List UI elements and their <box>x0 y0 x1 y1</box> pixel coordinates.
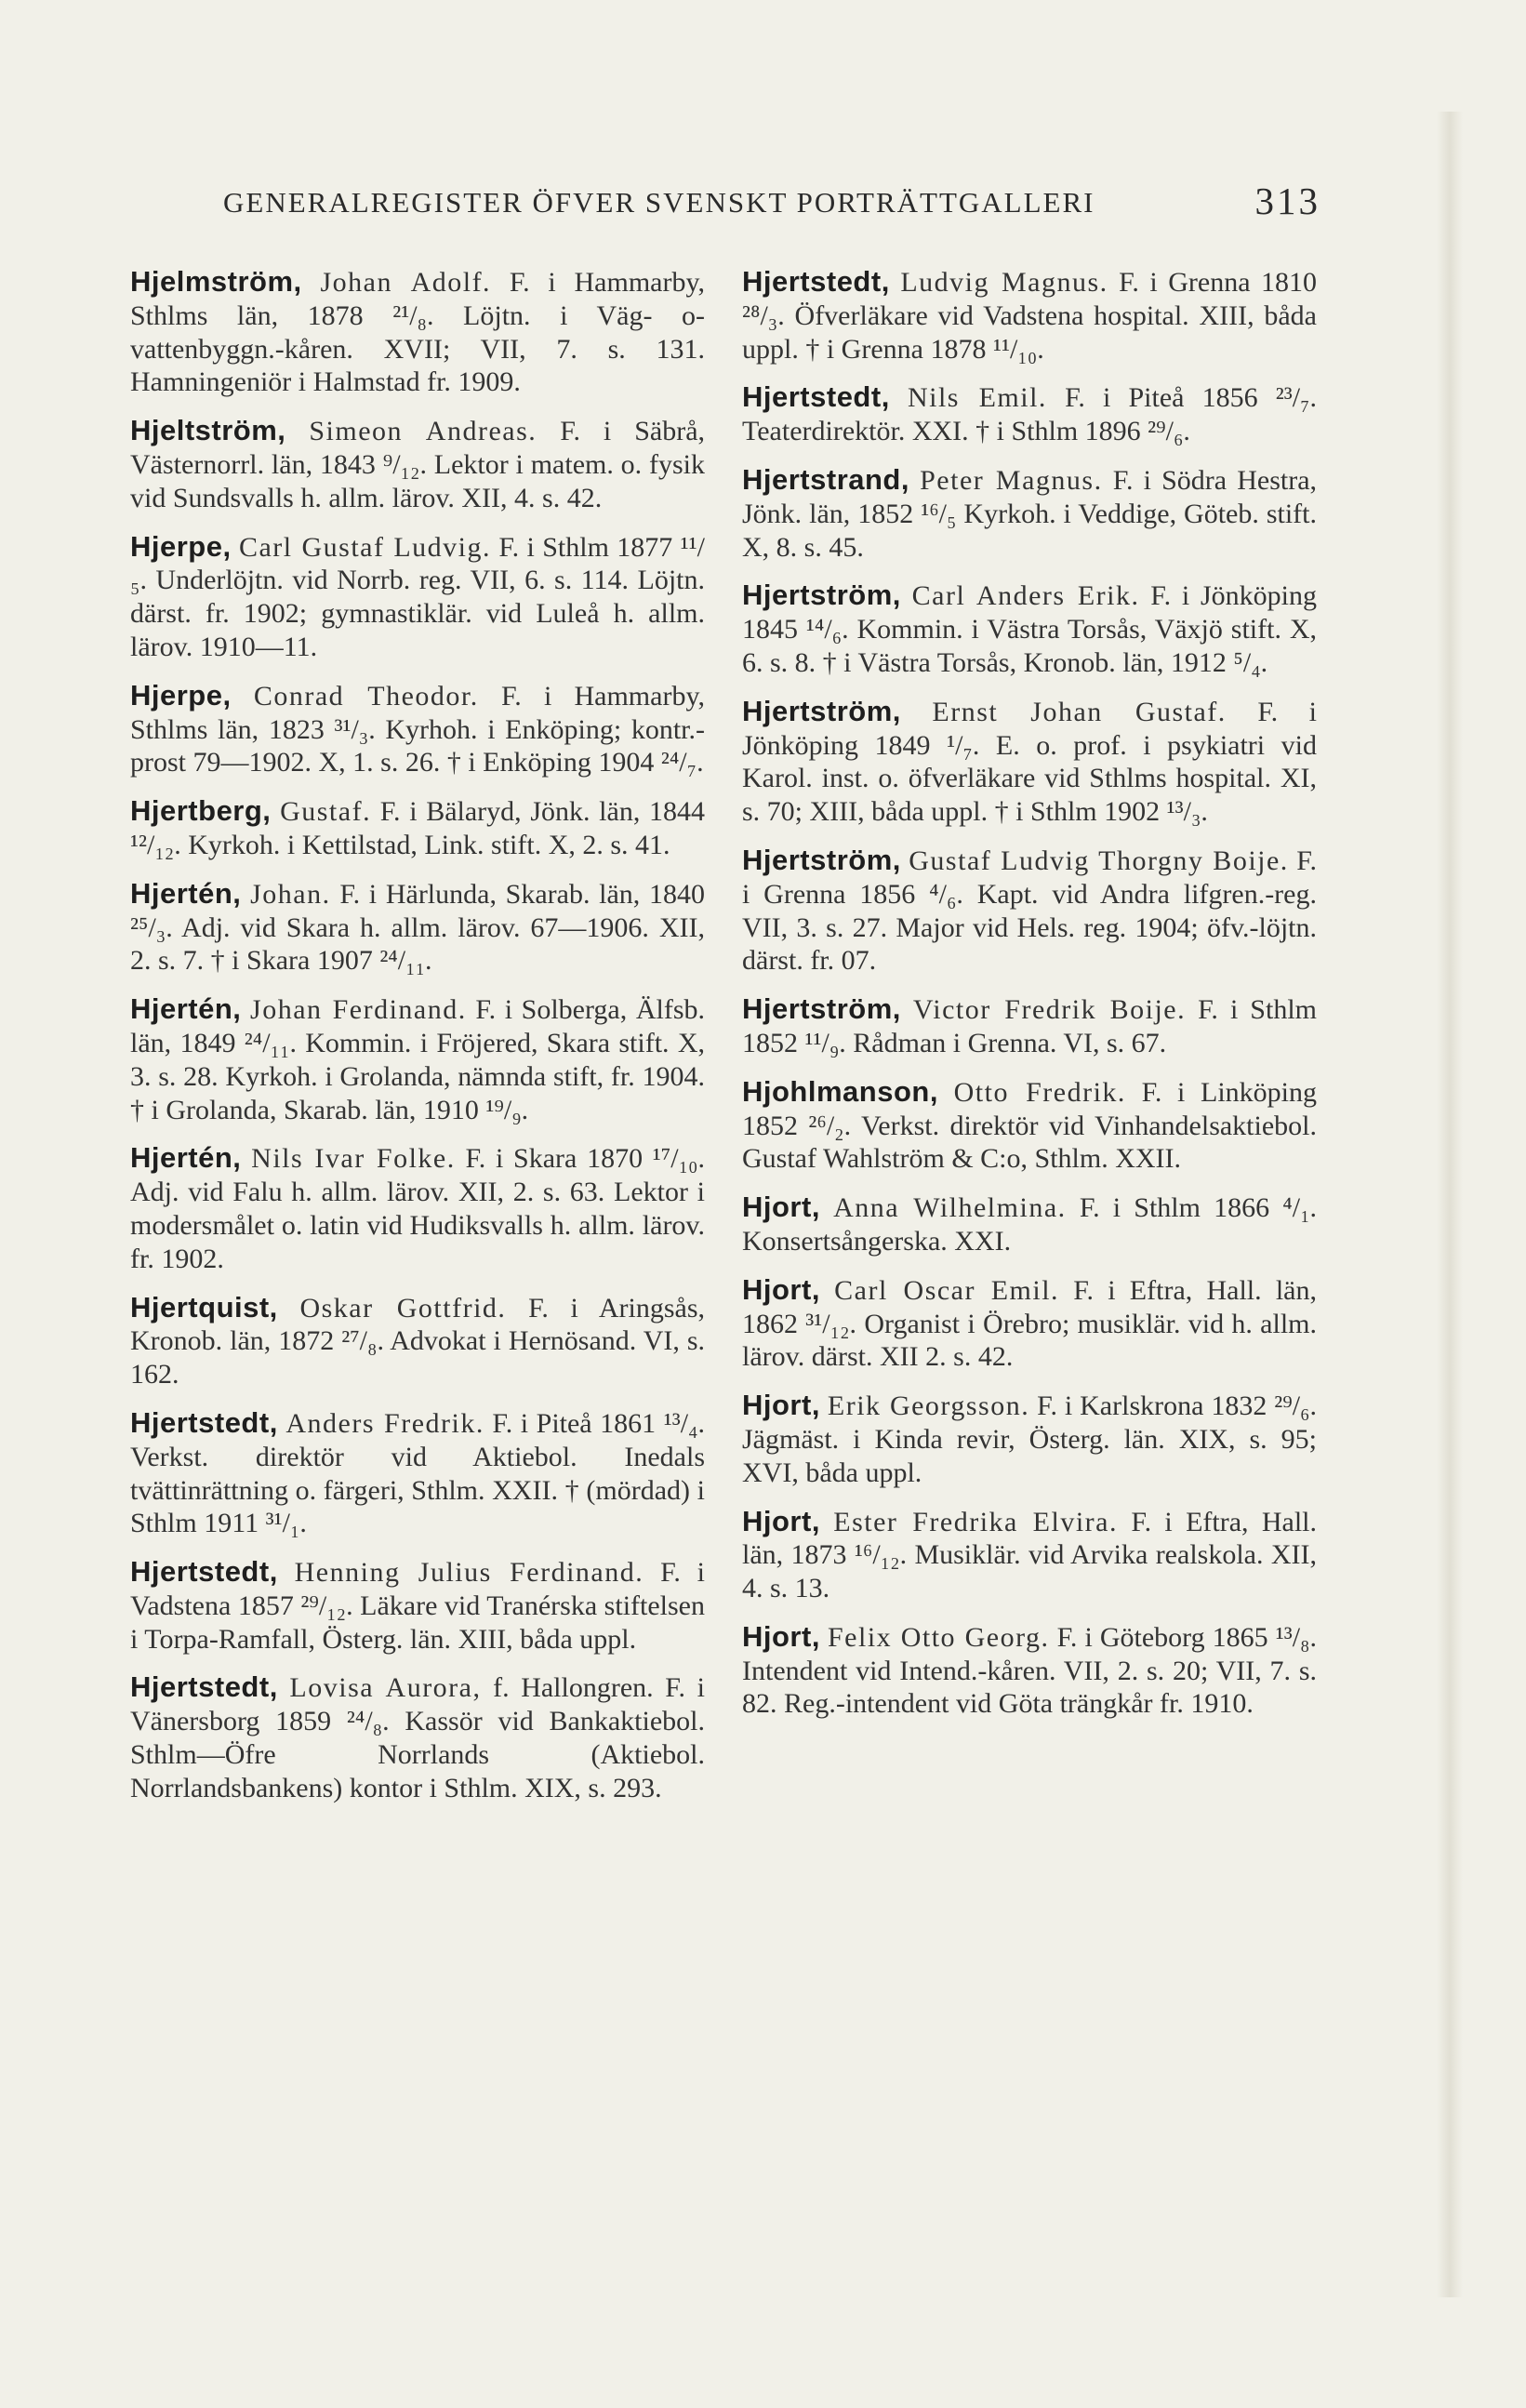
entry-details: F. i Linköping 1852 ²⁶/₂. Verkst. direktör vid Vinhandelsaktiebol. Gustaf Wahlström & C:o, Sthlm. XXII. <box>742 1076 1317 1175</box>
entry-given-names: Lovisa Aurora, <box>289 1672 482 1704</box>
entry-details: f. Hallongren. F. i Vänersborg 1859 ²⁴/₈. Kassör vid Bankaktiebol. Sthlm—Öfre Norrlands (Aktiebol. Norrlandsbankens) kontor i Sthlm. XIX, s. 293. <box>130 1672 705 1803</box>
entry-details: F. i Säbrå, Västernorrl. län, 1843 ⁹/₁₂. Lektor i matem. o. fysik vid Sundsvalls h. allm. lärov. XII, 4. s. 42. <box>130 416 706 513</box>
entry-given-names: Ester Fredrika Elvira. <box>833 1506 1118 1537</box>
register-entry <box>130 414 705 514</box>
entry-given-names: Carl Gustaf Ludvig. <box>238 531 492 563</box>
entry-details: F. i Grenna 1810 ²⁸/₃. Öfverläkare vid Vadstena hospital. XIII, båda uppl. † i Grenna 1878 ¹¹/₁₀. <box>742 267 1318 365</box>
register-entry <box>742 463 1317 564</box>
entry-surname: Hjertström, <box>742 579 901 612</box>
register-entry <box>130 877 705 978</box>
entry-details: F. i Grenna 1856 ⁴/₆. Kapt. vid Andra lifgren.-reg. VII, 3. s. 27. Major vid Hels. reg. 1904; öfv.-löjtn. därst. fr. 07. <box>742 845 1317 977</box>
entry-given-names: Ernst Johan Gustaf. <box>932 696 1227 727</box>
entry-given-names: Anders Fredrik. <box>285 1407 484 1439</box>
entry-given-names: Otto Fredrik. <box>953 1076 1126 1108</box>
entry-given-names: Conrad Theodor. <box>253 680 479 712</box>
entry-given-names: Henning Julius Ferdinand. <box>294 1557 644 1589</box>
entry-given-names: Gustaf. <box>280 796 372 828</box>
entry-surname: Hjertström, <box>742 992 901 1026</box>
entry-surname: Hjertén, <box>130 1141 242 1175</box>
entry-surname: Hjertén, <box>130 992 242 1026</box>
entry-details: F. i Härlunda, Skarab. län, 1840 ²⁵/₃. Adj. vid Skara h. allm. lärov. 67—1906. XII, 2. s. 7. † i Skara 1907 ²⁴/₁₁. <box>130 878 706 977</box>
register-entry <box>742 380 1317 448</box>
left-column <box>130 265 705 1820</box>
entry-surname: Hjohlmanson, <box>742 1074 938 1108</box>
register-entry <box>742 844 1317 978</box>
register-entry <box>130 265 705 399</box>
entry-details: F. i Sthlm 1866 ⁴/₁. Konsertsångerska. XXI. <box>742 1192 1318 1257</box>
entry-given-names: Nils Emil. <box>907 382 1047 414</box>
entry-surname: Hjort, <box>742 1619 820 1653</box>
entry-given-names: Johan Ferdinand. <box>250 994 467 1026</box>
entry-details: F. i Piteå 1861 ¹³/₄. Verkst. direktör vid Aktiebol. Inedals tvättinrättning o. färgeri, Sthlm. XXII. † (mördad) i Sthlm 1911 ³¹/₁. <box>130 1407 705 1539</box>
entry-surname: Hjertstedt, <box>742 380 890 414</box>
entry-given-names: Felix Otto Georg. <box>828 1621 1050 1653</box>
entry-given-names: Ludvig Magnus. <box>900 267 1108 298</box>
register-entry <box>742 695 1317 829</box>
register-entry <box>742 1273 1317 1374</box>
register-entry <box>130 1406 705 1540</box>
entry-given-names: Nils Ivar Folke. <box>251 1143 456 1175</box>
register-entry <box>742 1505 1317 1605</box>
entry-given-names: Carl Anders Erik. <box>911 580 1140 612</box>
entry-details: F. i Jönköping 1845 ¹⁴/₆. Kommin. i Västra Torsås, Växjö stift. X, 6. s. 8. † i Västra Torsås, Kronob. län, 1912 ⁵/₄. <box>742 580 1317 678</box>
entry-given-names: Gustaf Ludvig Thorgny Boije. <box>909 845 1289 876</box>
entry-details: F. i Aringsås, Kronob. län, 1872 ²⁷/₈. Advokat i Hernösand. VI, s. 162. <box>130 1292 705 1390</box>
entry-details: F. i Skara 1870 ¹⁷/₁₀. Adj. vid Falu h. allm. lärov. XII, 2. s. 63. Lektor i modersmålet o. latin vid Hudiksvalls h. allm. lärov. fr. 1902. <box>130 1143 706 1274</box>
entry-details: F. i Jönköping 1849 ¹/₇. E. o. prof. i psykiatri vid Karol. inst. o. öfverläkare vid Sthlms hospital. XI, s. 70; XIII, båda uppl. † i Sthlm 1902 ¹³/₃. <box>742 696 1318 828</box>
register-entry <box>130 794 705 862</box>
entry-surname: Hjelmström, <box>130 265 302 298</box>
entry-given-names: Oskar Gottfrid. <box>299 1292 507 1324</box>
entry-details: F. i Sthlm 1877 ¹¹/₅. Underlöjtn. vid Norrb. reg. VII, 6. s. 114. Löjtn. därst. fr. 1902; gymnastiklär. vid Luleå h. allm. lärov. 1910—11. <box>130 531 705 662</box>
entry-details: F. i Solberga, Älfsb. län, 1849 ²⁴/₁₁. Kommin. i Fröjered, Skara stift. X, 3. s. 28. Kyrkoh. i Grolanda, nämnda stift, fr. 1904. † i Grolanda, Skarab. län, 1910 ¹⁹/₉. <box>130 994 705 1125</box>
entry-surname: Hjertstedt, <box>130 1405 278 1439</box>
entry-details: F. i Göteborg 1865 ¹³/₈. Intendent vid Intend.-kåren. VII, 2. s. 20; VII, 7. s. 82. Reg.-intendent vid Göta trängkår fr. 1910. <box>742 1621 1317 1720</box>
paper-fold-shadow <box>1437 112 1463 2297</box>
entry-given-names: Victor Fredrik Boije. <box>912 994 1187 1026</box>
entry-given-names: Carl Oscar Emil. <box>834 1274 1060 1306</box>
entry-surname: Hjertström, <box>742 694 901 727</box>
entry-details: F. i Sthlm 1852 ¹¹/₉. Rådman i Grenna. VI, s. 67. <box>742 994 1317 1058</box>
entry-surname: Hjertquist, <box>130 1290 278 1324</box>
register-entry <box>130 1670 705 1804</box>
entry-surname: Hjort, <box>742 1191 820 1224</box>
entry-surname: Hjort, <box>742 1272 820 1306</box>
entry-surname: Hjertstedt, <box>130 1670 278 1704</box>
entry-details: F. i Bälaryd, Jönk. län, 1844 ¹²/₁₂. Kyrkoh. i Kettilstad, Link. stift. X, 2. s. 41. <box>130 796 705 860</box>
register-entry <box>742 265 1317 366</box>
register-entry <box>130 1141 705 1275</box>
entry-surname: Hjerpe, <box>130 678 232 712</box>
register-entry <box>742 1389 1317 1489</box>
entry-details: F. i Eftra, Hall. län, 1862 ³¹/₁₂. Organist i Örebro; musiklär. vid h. allm. lärov. därst. XII 2. s. 42. <box>742 1274 1317 1373</box>
entry-details: F. i Hammarby, Sthlms län, 1878 ²¹/₈. Löjtn. i Väg- o- vattenbyggn.-kåren. XVII; VII, 7. s. 131. Hamningeniör i Halmstad fr. 1909. <box>130 267 706 398</box>
register-entry <box>130 530 705 664</box>
entry-surname: Hjertberg, <box>130 794 272 828</box>
entry-details: F. i Hammarby, Sthlms län, 1823 ³¹/₃. Kyrhoh. i Enköping; kontr.-prost 79—1902. X, 1. s. 26. † i Enköping 1904 ²⁴/₇. <box>130 680 705 778</box>
entry-details: F. i Karlskrona 1832 ²⁹/₆. Jägmäst. i Kinda revir, Österg. län. XIX, s. 95; XVI, båda uppl. <box>742 1390 1318 1488</box>
register-entry <box>742 1620 1317 1721</box>
entry-details: F. i Södra Hestra, Jönk. län, 1852 ¹⁶/₅ Kyrkoh. i Veddige, Göteb. stift. X, 8. s. 45. <box>742 464 1318 563</box>
right-column <box>742 265 1317 1736</box>
register-entry <box>742 579 1317 679</box>
entry-surname: Hjertstedt, <box>130 1555 278 1589</box>
register-entry <box>742 992 1317 1060</box>
register-entry <box>742 1075 1317 1176</box>
entry-details: F. i Vadstena 1857 ²⁹/₁₂. Läkare vid Tranérska stiftelsen i Torpa-Ramfall, Österg. län. XIII, båda uppl. <box>130 1557 706 1655</box>
entry-surname: Hjertström, <box>742 843 901 876</box>
entry-details: F. i Piteå 1856 ²³/₇. Teaterdirektör. XXI. † i Sthlm 1896 ²⁹/₆. <box>742 382 1318 447</box>
entry-given-names: Peter Magnus. <box>920 464 1103 496</box>
entry-surname: Hjerpe, <box>130 529 232 563</box>
entry-given-names: Anna Wilhelmina. <box>833 1192 1067 1224</box>
page-number: 313 <box>1254 180 1320 222</box>
header-title: GENERALREGISTER ÖFVER SVENSKT PORTRÄTTGALLERI <box>223 186 1095 219</box>
register-entry <box>130 1555 705 1656</box>
entry-details: F. i Eftra, Hall. län, 1873 ¹⁶/₁₂. Musiklär. vid Arvika realskola. XII, 4. s. 13. <box>742 1506 1318 1604</box>
register-entry <box>130 992 705 1126</box>
entry-given-names: Erik Georgsson. <box>827 1390 1030 1422</box>
entry-surname: Hjeltström, <box>130 414 286 447</box>
register-entry <box>742 1191 1317 1258</box>
entry-surname: Hjertén, <box>130 876 242 910</box>
register-entry <box>130 1291 705 1391</box>
entry-given-names: Simeon Andreas. <box>309 416 537 447</box>
entry-surname: Hjort, <box>742 1504 820 1537</box>
entry-surname: Hjertstedt, <box>742 265 890 298</box>
entry-surname: Hjort, <box>742 1389 820 1422</box>
register-entry <box>130 679 705 779</box>
entry-surname: Hjertstrand, <box>742 462 909 496</box>
entry-given-names: Johan Adolf. <box>320 267 492 298</box>
entry-given-names: Johan. <box>250 878 331 910</box>
running-header <box>223 179 1320 225</box>
